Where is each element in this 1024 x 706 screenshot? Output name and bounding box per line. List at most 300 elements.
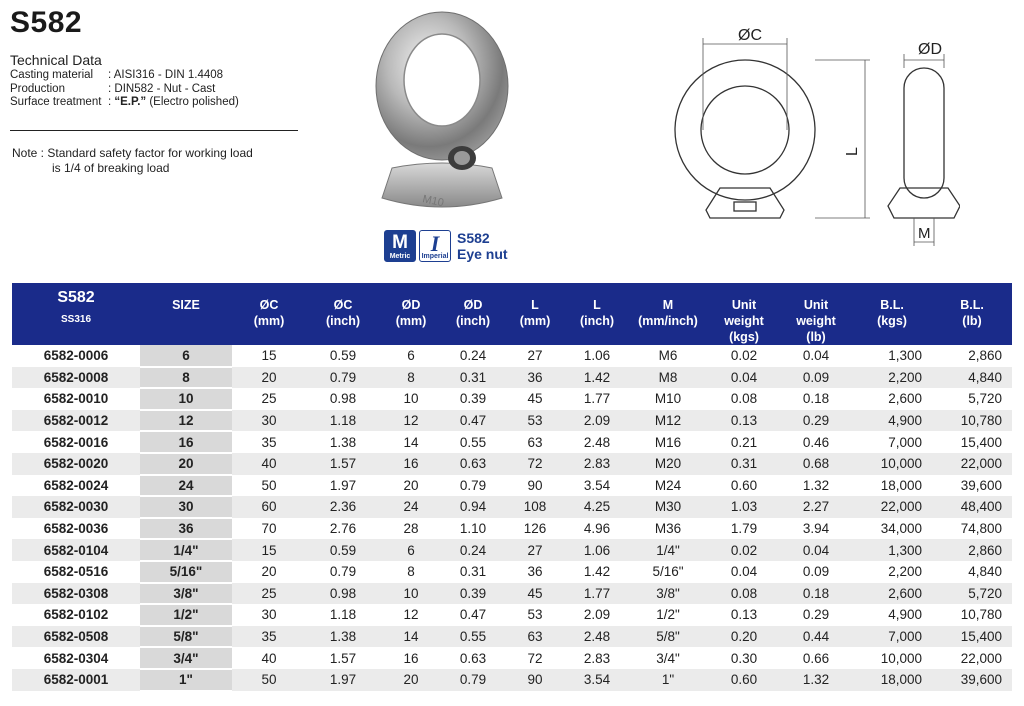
table-cell: 1,300 bbox=[888, 348, 922, 364]
metric-badge-label: Metric bbox=[389, 253, 411, 260]
section-divider bbox=[10, 130, 298, 131]
table-cell: 35 bbox=[261, 434, 277, 450]
header-line: L bbox=[593, 298, 601, 312]
table-cell: 34,000 bbox=[880, 521, 922, 537]
table-cell: 2,600 bbox=[888, 391, 922, 407]
part-code-cell: 6582-0010 bbox=[43, 391, 109, 407]
table-cell: 63 bbox=[504, 626, 566, 648]
table-row bbox=[12, 431, 1012, 453]
size-cell: 10 bbox=[140, 388, 232, 410]
table-cell: 45 bbox=[527, 391, 543, 407]
table-cell: 0.60 bbox=[730, 477, 758, 493]
spec-label: Casting material bbox=[10, 69, 94, 81]
note-line-2: is 1/4 of breaking load bbox=[52, 161, 170, 175]
table-cell: 0.04 bbox=[780, 539, 852, 561]
spec-row bbox=[10, 69, 239, 83]
table-cell: 0.46 bbox=[802, 434, 830, 450]
header-line: ØC bbox=[333, 298, 353, 312]
table-cell: 0.18 bbox=[780, 583, 852, 605]
table-cell: 1.79 bbox=[730, 521, 758, 537]
table-cell: M6 bbox=[658, 348, 678, 364]
part-code-cell: 6582-0508 bbox=[12, 626, 140, 648]
table-cell: M20 bbox=[628, 453, 708, 475]
dim-m-label: M bbox=[918, 225, 931, 242]
table-cell: 15 bbox=[261, 348, 277, 364]
table-cell: 5,720 bbox=[932, 583, 1012, 605]
table-cell: 10 bbox=[403, 391, 419, 407]
header-line: Unit bbox=[803, 298, 829, 312]
column-header bbox=[380, 283, 442, 345]
header-subline: SS316 bbox=[60, 314, 92, 325]
table-cell: 0.63 bbox=[459, 650, 487, 666]
table-cell: 27 bbox=[527, 348, 543, 364]
table-cell: 16 bbox=[380, 453, 442, 475]
table-cell: 0.66 bbox=[802, 650, 830, 666]
header-line: (inch) bbox=[579, 314, 615, 328]
imperial-badge-letter: I bbox=[430, 231, 440, 256]
table-cell: M30 bbox=[628, 496, 708, 518]
spec-value-prefix: : bbox=[108, 96, 115, 108]
header-line: S582 bbox=[57, 289, 95, 306]
table-cell: 126 bbox=[523, 521, 547, 537]
table-cell: 1.18 bbox=[306, 410, 380, 432]
table-cell: 4,900 bbox=[888, 607, 922, 623]
size-cell: 1/4" bbox=[140, 539, 232, 561]
table-cell: 4.96 bbox=[583, 521, 611, 537]
spec-list bbox=[10, 69, 239, 110]
spec-label: Surface treatment bbox=[10, 96, 102, 108]
table-cell: 2.09 bbox=[583, 607, 611, 623]
table-cell: 1.38 bbox=[329, 434, 357, 450]
column-header bbox=[442, 283, 504, 345]
size-cell: 1/2" bbox=[140, 604, 232, 626]
table-cell: 15,400 bbox=[932, 626, 1012, 648]
product-caption bbox=[457, 230, 508, 262]
table-cell: 12 bbox=[403, 607, 419, 623]
table-header-row bbox=[12, 283, 1012, 345]
column-header bbox=[566, 283, 628, 345]
table-cell: 7,000 bbox=[852, 626, 932, 648]
table-cell: 0.24 bbox=[459, 348, 487, 364]
table-cell: 0.08 bbox=[708, 583, 780, 605]
table-cell: 0.63 bbox=[442, 453, 504, 475]
table-cell: M36 bbox=[654, 521, 682, 537]
table-cell: 27 bbox=[504, 539, 566, 561]
size-cell: 24 bbox=[140, 475, 232, 497]
header-line: weight bbox=[724, 314, 764, 328]
page-title: S582 bbox=[10, 6, 83, 39]
table-cell: 1.38 bbox=[306, 626, 380, 648]
table-cell: M10 bbox=[654, 391, 682, 407]
table-cell: 4,840 bbox=[968, 564, 1002, 580]
safety-note bbox=[12, 146, 253, 176]
table-cell: 10,000 bbox=[880, 650, 922, 666]
table-row bbox=[12, 669, 1012, 691]
table-row bbox=[12, 561, 1012, 583]
table-cell: 2,860 bbox=[932, 539, 1012, 561]
size-cell: 3/4" bbox=[140, 647, 232, 669]
table-cell: 0.21 bbox=[730, 434, 758, 450]
table-cell: 1.42 bbox=[583, 564, 611, 580]
header-line: (lb) bbox=[806, 330, 826, 344]
spec-value-bold: “E.P.” bbox=[114, 96, 147, 108]
table-cell: 3.54 bbox=[566, 669, 628, 691]
table-cell: 20 bbox=[380, 669, 442, 691]
table-cell: 2.48 bbox=[566, 626, 628, 648]
table-cell: 1.57 bbox=[306, 453, 380, 475]
table-cell: 0.39 bbox=[442, 583, 504, 605]
table-cell: 0.59 bbox=[306, 539, 380, 561]
table-cell: 0.29 bbox=[802, 607, 830, 623]
table-cell: 3/8" bbox=[628, 583, 708, 605]
table-cell: 22,000 bbox=[932, 453, 1012, 475]
spec-value: : AISI316 - DIN 1.4408 bbox=[108, 69, 224, 81]
header-line: SIZE bbox=[172, 298, 200, 312]
table-cell: 2.09 bbox=[566, 410, 628, 432]
table-cell: 50 bbox=[232, 669, 306, 691]
size-cell: 36 bbox=[140, 518, 232, 540]
table-cell: 0.47 bbox=[459, 607, 487, 623]
header-line: ØC bbox=[259, 298, 279, 312]
part-code-cell: 6582-0516 bbox=[43, 564, 109, 580]
table-cell: 0.79 bbox=[306, 367, 380, 389]
table-cell: 0.04 bbox=[730, 564, 758, 580]
product-badges bbox=[384, 230, 508, 262]
table-cell: 2.48 bbox=[583, 434, 611, 450]
table-row bbox=[12, 539, 1012, 561]
table-cell: 0.98 bbox=[306, 583, 380, 605]
table-cell: 0.30 bbox=[730, 650, 758, 666]
table-row bbox=[12, 410, 1012, 432]
table-cell: 2.83 bbox=[583, 650, 611, 666]
column-header bbox=[140, 283, 232, 345]
size-cell: 8 bbox=[140, 367, 232, 389]
table-cell: 1.77 bbox=[566, 583, 628, 605]
table-cell: 10,780 bbox=[960, 607, 1002, 623]
column-header bbox=[780, 283, 852, 345]
table-cell: 10 bbox=[380, 583, 442, 605]
size-cell: 16 bbox=[140, 431, 232, 453]
dim-d-label: ØD bbox=[918, 41, 942, 58]
table-row bbox=[12, 475, 1012, 497]
header-line: (lb) bbox=[962, 314, 982, 328]
table-cell: 1,300 bbox=[852, 539, 932, 561]
table-cell: 1/2" bbox=[656, 607, 680, 623]
table-cell: 1.06 bbox=[583, 348, 611, 364]
dim-l-label: L bbox=[844, 147, 861, 156]
header-line: (mm) bbox=[395, 314, 427, 328]
note-line-1: Note : Standard safety factor for working load bbox=[12, 146, 253, 160]
table-cell: 30 bbox=[232, 410, 306, 432]
header-line: weight bbox=[796, 314, 836, 328]
part-code-cell: 6582-0308 bbox=[12, 583, 140, 605]
part-code-cell: 6582-0304 bbox=[43, 650, 109, 666]
table-cell: 53 bbox=[527, 607, 543, 623]
column-header bbox=[504, 283, 566, 345]
table-cell: 0.79 bbox=[459, 477, 487, 493]
part-code-cell: 6582-0104 bbox=[12, 539, 140, 561]
table-cell: 16 bbox=[403, 650, 419, 666]
table-cell: 0.04 bbox=[802, 348, 830, 364]
spec-value bbox=[108, 96, 239, 110]
table-cell: 4,840 bbox=[932, 367, 1012, 389]
header-line: L bbox=[531, 298, 539, 312]
table-cell: 53 bbox=[504, 410, 566, 432]
table-row bbox=[12, 367, 1012, 389]
table-cell: 1.32 bbox=[802, 477, 830, 493]
table-cell: 4.25 bbox=[566, 496, 628, 518]
dim-c-label: ØC bbox=[738, 27, 762, 44]
table-cell: 7,000 bbox=[888, 434, 922, 450]
table-cell: 1.32 bbox=[780, 669, 852, 691]
table-cell: 90 bbox=[504, 669, 566, 691]
table-cell: 1.97 bbox=[329, 477, 357, 493]
table-cell: 0.29 bbox=[780, 410, 852, 432]
table-row bbox=[12, 647, 1012, 669]
spec-value-tail: (Electro polished) bbox=[146, 96, 239, 108]
table-cell: 28 bbox=[403, 521, 419, 537]
column-header bbox=[12, 283, 140, 345]
column-header bbox=[306, 283, 380, 345]
part-code-cell: 6582-0102 bbox=[43, 607, 109, 623]
spec-row bbox=[10, 96, 239, 110]
table-cell: 2,600 bbox=[852, 583, 932, 605]
column-header bbox=[708, 283, 780, 345]
table-cell: 5,720 bbox=[968, 391, 1002, 407]
table-cell: 60 bbox=[232, 496, 306, 518]
table-cell: 39,600 bbox=[932, 669, 1012, 691]
table-row bbox=[12, 345, 1012, 367]
table-cell: 0.02 bbox=[730, 348, 758, 364]
column-header bbox=[852, 283, 932, 345]
size-cell: 5/8" bbox=[140, 626, 232, 648]
table-cell: 1.10 bbox=[459, 521, 487, 537]
header-line: ØD bbox=[463, 298, 483, 312]
table-cell: 0.55 bbox=[459, 434, 487, 450]
header-line: M bbox=[662, 298, 674, 312]
table-row bbox=[12, 626, 1012, 648]
table-cell: 48,400 bbox=[932, 496, 1012, 518]
table-cell: 74,800 bbox=[960, 521, 1002, 537]
part-code-cell: 6582-0008 bbox=[12, 367, 140, 389]
table-cell: 72 bbox=[504, 453, 566, 475]
column-header bbox=[932, 283, 1012, 345]
table-cell: 1.06 bbox=[566, 539, 628, 561]
table-cell: 0.98 bbox=[329, 391, 357, 407]
table-cell: 0.31 bbox=[442, 367, 504, 389]
table-cell: 4,900 bbox=[852, 410, 932, 432]
table-cell: 35 bbox=[232, 626, 306, 648]
table-cell: 30 bbox=[261, 607, 277, 623]
metric-badge-icon bbox=[384, 230, 416, 262]
table-cell: 0.79 bbox=[442, 669, 504, 691]
table-cell: 40 bbox=[261, 650, 277, 666]
photo-stamp: M10 bbox=[421, 193, 445, 210]
column-header bbox=[628, 283, 708, 345]
header-line: B.L. bbox=[960, 298, 984, 312]
size-cell: 30 bbox=[140, 496, 232, 518]
table-cell: 0.18 bbox=[802, 391, 830, 407]
table-cell: 0.44 bbox=[780, 626, 852, 648]
part-code-cell: 6582-0016 bbox=[43, 434, 109, 450]
table-cell: 2.36 bbox=[306, 496, 380, 518]
table-cell: 1.42 bbox=[566, 367, 628, 389]
metric-badge-letter: M bbox=[392, 232, 408, 253]
table-cell: 0.09 bbox=[780, 367, 852, 389]
table-cell: 15,400 bbox=[960, 434, 1002, 450]
table-cell: 2.27 bbox=[780, 496, 852, 518]
caption-code: S582 bbox=[457, 230, 490, 246]
spec-value: : DIN582 - Nut - Cast bbox=[108, 82, 216, 95]
header-line: B.L. bbox=[880, 298, 904, 312]
table-cell: 1" bbox=[628, 669, 708, 691]
table-cell: 40 bbox=[232, 453, 306, 475]
table-cell: 0.13 bbox=[708, 410, 780, 432]
table-cell: 70 bbox=[261, 521, 277, 537]
table-cell: 3/4" bbox=[656, 650, 680, 666]
header-line: (inch) bbox=[325, 314, 361, 328]
table-cell: 3.54 bbox=[583, 477, 611, 493]
table-cell: 2.83 bbox=[566, 453, 628, 475]
table-cell: 1.03 bbox=[708, 496, 780, 518]
table-cell: 22,000 bbox=[852, 496, 932, 518]
table-cell: 1.97 bbox=[306, 669, 380, 691]
table-cell: 0.02 bbox=[708, 539, 780, 561]
eye-nut-photo bbox=[362, 8, 522, 220]
table-cell: 0.79 bbox=[329, 564, 357, 580]
table-cell: 8 bbox=[380, 367, 442, 389]
part-code-cell: 6582-0036 bbox=[43, 521, 109, 537]
size-cell: 20 bbox=[140, 453, 232, 475]
table-cell: 2,200 bbox=[888, 564, 922, 580]
table-row bbox=[12, 583, 1012, 605]
spec-table bbox=[12, 283, 1012, 692]
table-cell: 10,780 bbox=[932, 410, 1012, 432]
table-cell: 5/16" bbox=[652, 564, 684, 580]
table-cell: 108 bbox=[504, 496, 566, 518]
table-cell: 0.94 bbox=[442, 496, 504, 518]
header-line: (kgs) bbox=[729, 330, 759, 344]
header-line: (mm/inch) bbox=[638, 314, 698, 328]
table-cell: 0.13 bbox=[730, 607, 758, 623]
table-cell: 0.31 bbox=[459, 564, 487, 580]
table-cell: 24 bbox=[380, 496, 442, 518]
header-line: ØD bbox=[401, 298, 421, 312]
table-cell: 10,000 bbox=[852, 453, 932, 475]
size-cell: 6 bbox=[140, 345, 232, 367]
table-cell: 25 bbox=[261, 391, 277, 407]
imperial-badge-icon bbox=[419, 230, 451, 262]
part-code-cell: 6582-0024 bbox=[43, 477, 109, 493]
table-cell: M24 bbox=[654, 477, 682, 493]
table-cell: 14 bbox=[403, 434, 419, 450]
table-cell: 1.57 bbox=[329, 650, 357, 666]
size-cell: 3/8" bbox=[140, 583, 232, 605]
table-cell: 45 bbox=[504, 583, 566, 605]
technical-drawing bbox=[660, 22, 960, 252]
table-cell: 72 bbox=[527, 650, 543, 666]
part-code-cell: 6582-0020 bbox=[12, 453, 140, 475]
size-cell: 12 bbox=[140, 410, 232, 432]
table-cell: 1/4" bbox=[628, 539, 708, 561]
table-cell: 0.68 bbox=[780, 453, 852, 475]
part-code-cell: 6582-0030 bbox=[12, 496, 140, 518]
table-cell: M16 bbox=[654, 434, 682, 450]
header-line: (inch) bbox=[455, 314, 491, 328]
header-line: (mm) bbox=[519, 314, 551, 328]
table-row bbox=[12, 453, 1012, 475]
table-cell: 14 bbox=[380, 626, 442, 648]
table-row bbox=[12, 388, 1012, 410]
table-cell: 36 bbox=[527, 564, 543, 580]
table-cell: 5/8" bbox=[628, 626, 708, 648]
table-cell: 1.18 bbox=[329, 607, 357, 623]
part-code-cell: 6582-0006 bbox=[43, 348, 109, 364]
table-cell: 0.08 bbox=[730, 391, 758, 407]
table-cell: 0.31 bbox=[708, 453, 780, 475]
table-cell: 0.47 bbox=[442, 410, 504, 432]
size-cell: 5/16" bbox=[140, 561, 232, 583]
table-cell: 20 bbox=[403, 477, 419, 493]
table-cell: 2,860 bbox=[968, 348, 1002, 364]
table-cell: 0.04 bbox=[708, 367, 780, 389]
table-cell: 2,200 bbox=[852, 367, 932, 389]
header-line: (mm) bbox=[253, 314, 285, 328]
size-cell: 1" bbox=[140, 669, 232, 691]
table-cell: 6 bbox=[407, 348, 415, 364]
table-cell: 1.77 bbox=[583, 391, 611, 407]
table-cell: 18,000 bbox=[852, 669, 932, 691]
table-cell: 39,600 bbox=[960, 477, 1002, 493]
table-cell: 0.39 bbox=[459, 391, 487, 407]
table-cell: 22,000 bbox=[960, 650, 1002, 666]
spec-label: Production bbox=[10, 82, 65, 95]
table-row bbox=[12, 604, 1012, 626]
table-cell: 20 bbox=[261, 564, 277, 580]
table-cell: 8 bbox=[407, 564, 415, 580]
table-cell: M12 bbox=[628, 410, 708, 432]
part-code-cell: 6582-0012 bbox=[12, 410, 140, 432]
column-header bbox=[232, 283, 306, 345]
table-cell: 0.55 bbox=[442, 626, 504, 648]
table-cell: 0.60 bbox=[708, 669, 780, 691]
table-cell: 15 bbox=[232, 539, 306, 561]
table-cell: 50 bbox=[261, 477, 277, 493]
header-line: (kgs) bbox=[877, 314, 907, 328]
table-row bbox=[12, 518, 1012, 540]
table-cell: 18,000 bbox=[880, 477, 922, 493]
table-cell: 63 bbox=[527, 434, 543, 450]
part-code-cell: 6582-0001 bbox=[12, 669, 140, 691]
table-cell: 0.24 bbox=[442, 539, 504, 561]
table-cell: 90 bbox=[527, 477, 543, 493]
table-cell: 6 bbox=[380, 539, 442, 561]
caption-name: Eye nut bbox=[457, 246, 508, 262]
technical-data-heading: Technical Data bbox=[10, 52, 102, 68]
header-line: Unit bbox=[731, 298, 757, 312]
table-cell: 3.94 bbox=[802, 521, 830, 537]
table-cell: 20 bbox=[232, 367, 306, 389]
table-cell: 0.59 bbox=[329, 348, 357, 364]
spec-row bbox=[10, 83, 239, 97]
table-cell: 0.20 bbox=[708, 626, 780, 648]
table-cell: 0.09 bbox=[802, 564, 830, 580]
table-cell: 36 bbox=[504, 367, 566, 389]
table-row bbox=[12, 496, 1012, 518]
imperial-badge-label: Imperial bbox=[421, 253, 449, 260]
table-cell: M8 bbox=[628, 367, 708, 389]
table-cell: 12 bbox=[380, 410, 442, 432]
